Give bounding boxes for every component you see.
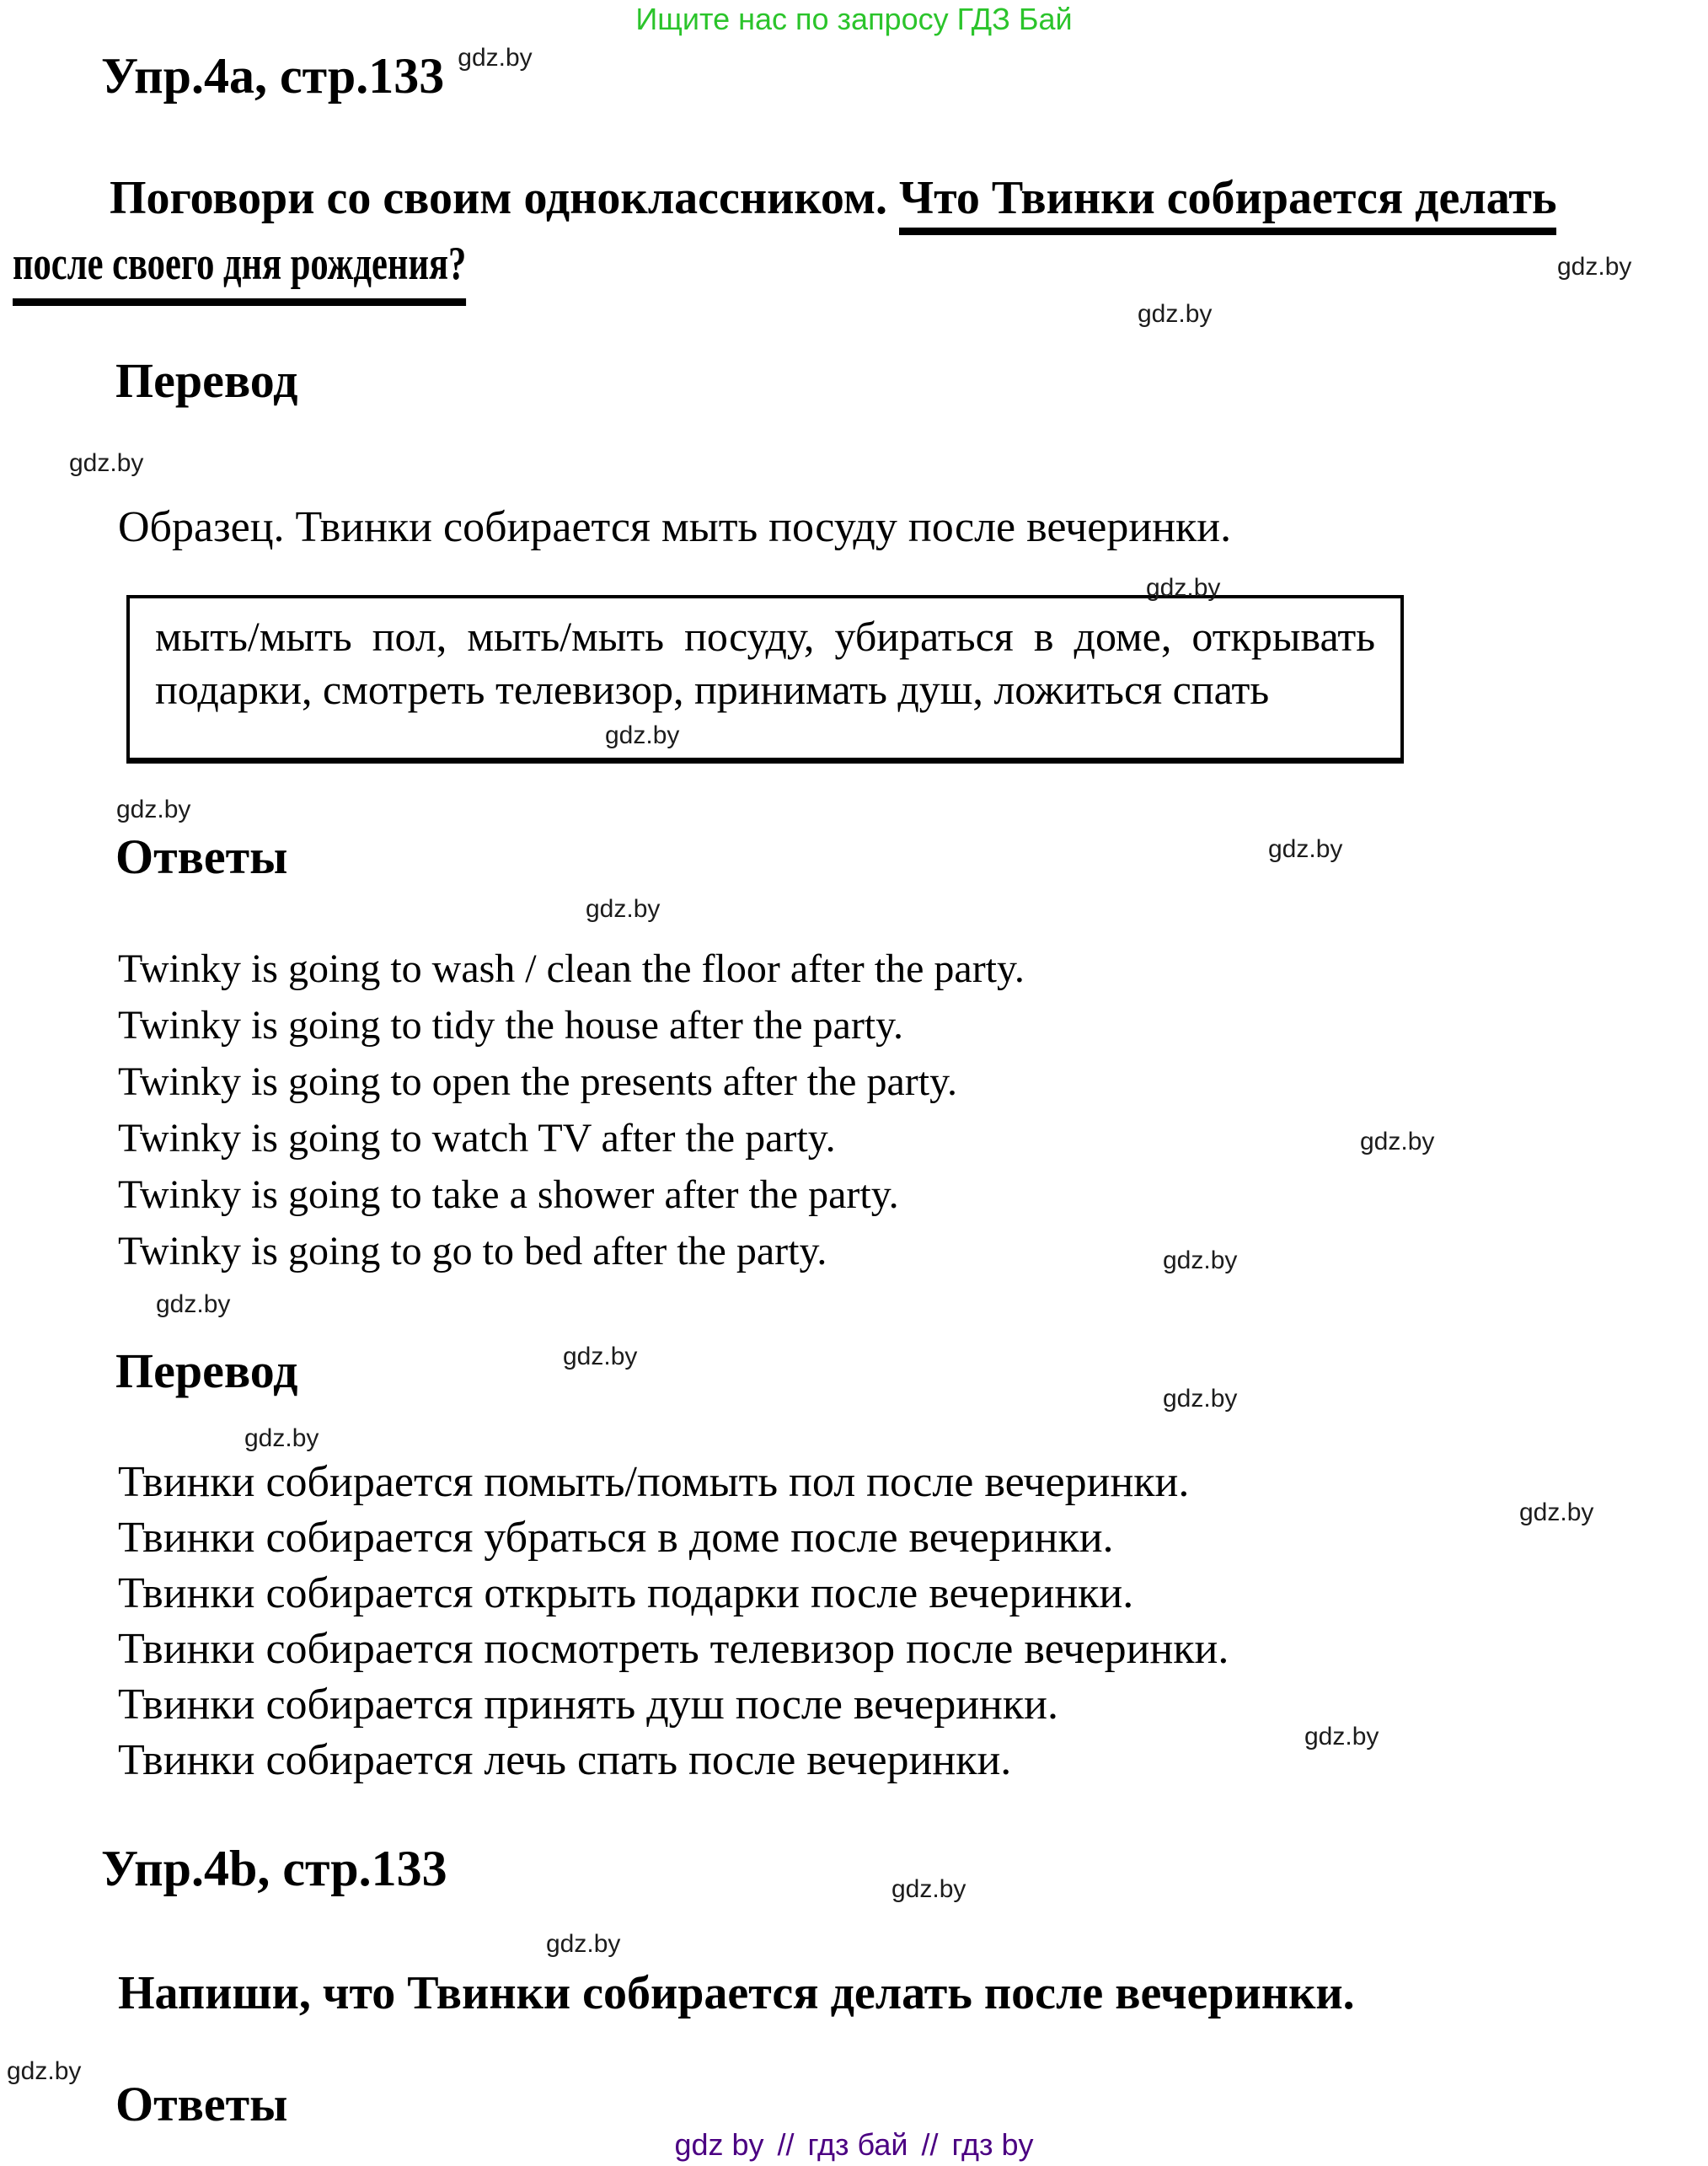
footer-link-gdz-bai[interactable]: гдз бай: [807, 2127, 908, 2162]
exercise-4a-task: [13, 165, 1702, 306]
answer-line-ru: Твинки собирается принять душ после вечеринки.: [118, 1681, 1058, 1729]
watermark: gdz.by: [605, 721, 680, 749]
watermark: gdz.by: [1163, 1247, 1238, 1274]
watermark: gdz.by: [116, 796, 191, 823]
watermark: gdz.by: [458, 44, 533, 72]
task-underlined-part-2: после своего дня рождения?: [13, 231, 466, 306]
task-line-1: [13, 165, 1702, 231]
watermark: gdz.by: [1163, 1385, 1238, 1413]
promo-banner: Ищите нас по запросу ГДЗ Бай: [635, 2, 1073, 36]
answer-line-en: Twinky is going to wash / clean the floor after the party.: [118, 946, 1025, 991]
watermark: gdz.by: [1304, 1723, 1379, 1750]
answers-english-list: [118, 941, 1025, 1279]
answer-line-ru: Твинки собирается посмотреть телевизор после вечеринки.: [118, 1625, 1229, 1673]
watermark: gdz.by: [1557, 253, 1632, 281]
watermark: gdz.by: [1519, 1499, 1594, 1526]
task-underlined-part-1: Что Твинки собирается делать: [899, 172, 1556, 235]
exercise-4b-task: Напиши, что Твинки собирается делать после вечеринки.: [118, 1967, 1355, 2019]
footer-link-gdz-by[interactable]: gdz by: [674, 2127, 764, 2162]
watermark: gdz.by: [1138, 300, 1213, 328]
watermark: gdz.by: [891, 1875, 966, 1903]
watermark: gdz.by: [563, 1343, 638, 1370]
watermark: gdz.by: [7, 2057, 82, 2085]
answer-line-en: Twinky is going to open the presents after the party.: [118, 1059, 957, 1104]
answer-line-ru: Твинки собирается открыть подарки после вечеринки.: [118, 1569, 1134, 1617]
answer-line-ru: Твинки собирается убраться в доме после вечеринки.: [118, 1514, 1114, 1562]
watermark: gdz.by: [1146, 574, 1221, 602]
answers-heading-2: Ответы: [115, 2077, 288, 2131]
watermark: gdz.by: [156, 1290, 231, 1318]
footer-links: [0, 2127, 1708, 2163]
watermark: gdz.by: [244, 1424, 319, 1452]
answer-line-en: Twinky is going to go to bed after the party.: [118, 1229, 827, 1273]
watermark: gdz.by: [586, 895, 661, 923]
answer-line-en: Twinky is going to watch TV after the party.: [118, 1116, 836, 1161]
footer-separator: //: [921, 2127, 939, 2162]
sample-sentence: Образец. Твинки собирается мыть посуду после вечеринки.: [118, 503, 1232, 551]
translation-heading-2: Перевод: [115, 1343, 298, 1398]
answer-line-en: Twinky is going to tidy the house after the party.: [118, 1003, 904, 1048]
word-box: мыть/мыть пол, мыть/мыть посуду, убираться в доме, открывать подарки, смотреть телевизор, принимать душ, ложиться спать: [126, 595, 1404, 764]
footer-separator: //: [777, 2127, 795, 2162]
watermark: gdz.by: [1360, 1128, 1435, 1155]
answers-heading-1: Ответы: [115, 829, 288, 884]
translation-heading-1: Перевод: [115, 353, 298, 408]
answers-russian-list: [118, 1455, 1229, 1788]
exercise-4a-title: [101, 44, 533, 105]
answer-line-en: Twinky is going to take a shower after the party.: [118, 1172, 899, 1217]
exercise-4b-title: Упр.4b, стр.133: [101, 1841, 447, 1896]
task-intro: Поговори со своим одноклассником.: [110, 172, 899, 224]
answer-line-ru: Твинки собирается лечь спать после вечеринки.: [118, 1736, 1012, 1784]
exercise-4a-title-text: Упр.4а, стр.133: [101, 48, 445, 104]
task-line-2: [13, 231, 1702, 306]
watermark: gdz.by: [546, 1930, 621, 1958]
watermark: gdz.by: [69, 449, 144, 477]
footer-link-gdz-by-2[interactable]: гдз by: [951, 2127, 1034, 2162]
answer-line-ru: Твинки собирается помыть/помыть пол после вечеринки.: [118, 1458, 1190, 1506]
watermark: gdz.by: [1268, 835, 1343, 863]
